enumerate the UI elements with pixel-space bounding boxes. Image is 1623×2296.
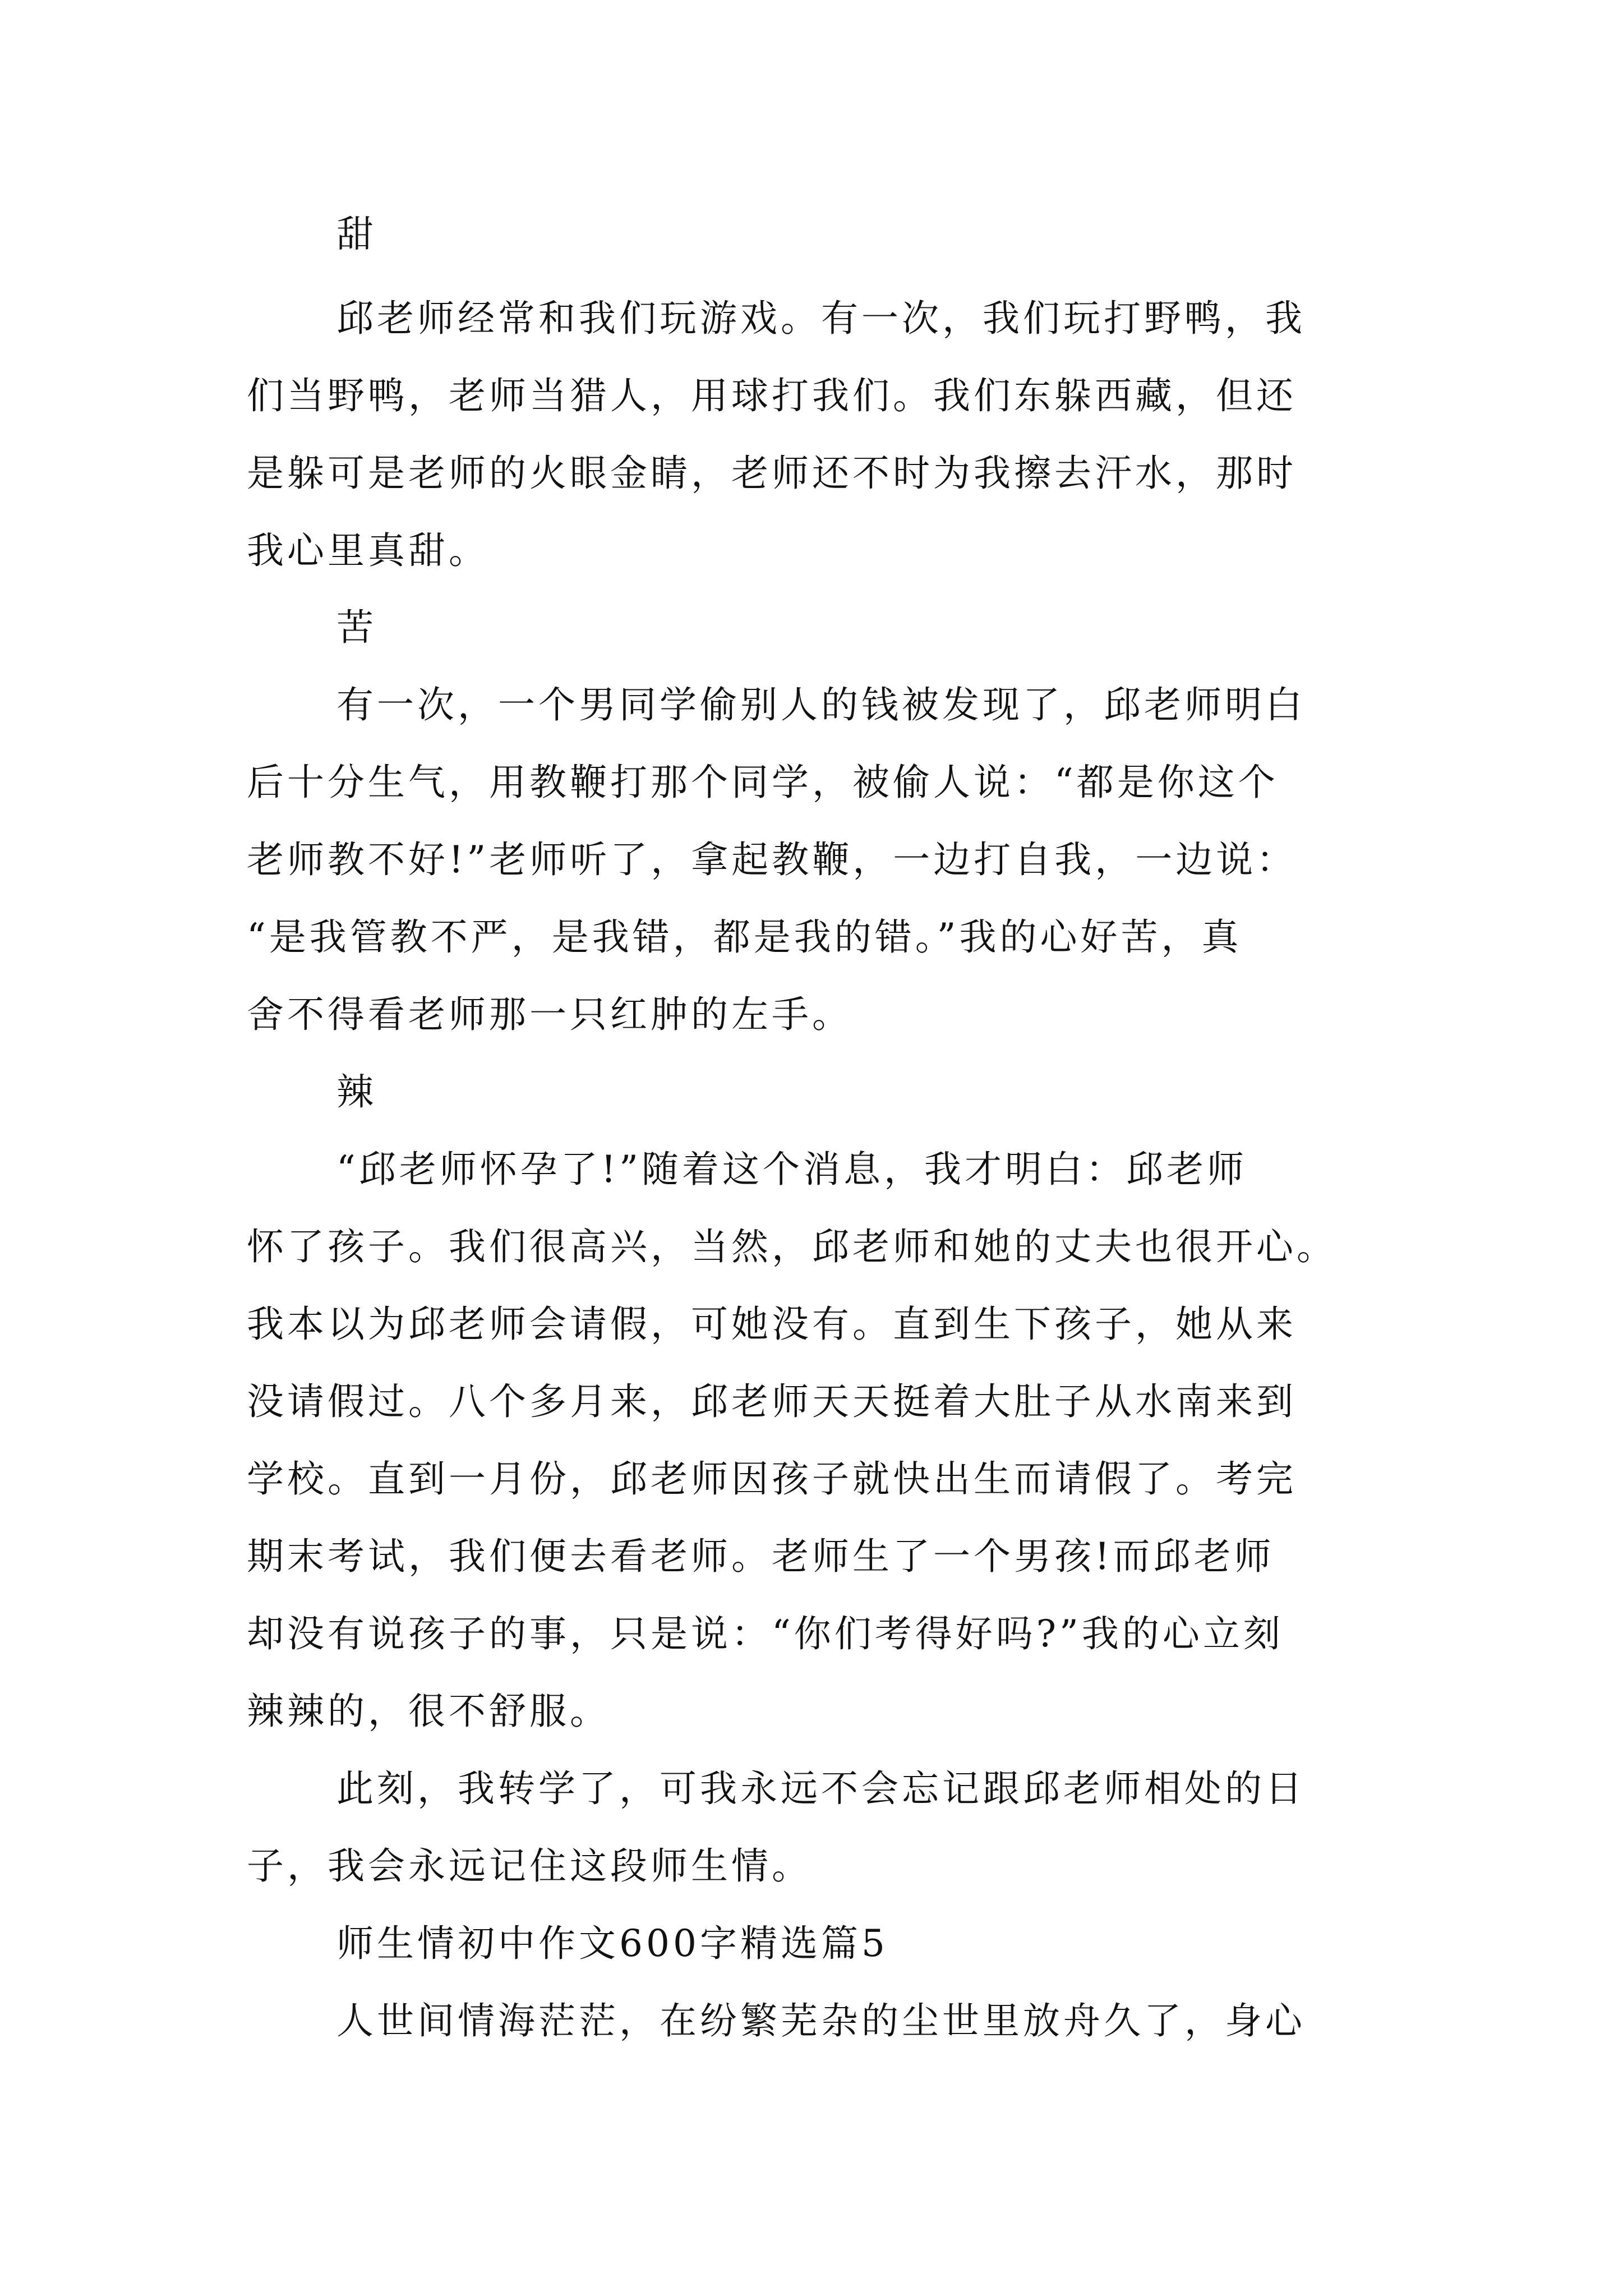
paragraph-line: 却没有说孩子的事，只是说：“你们考得好吗?”我的心立刻	[247, 1612, 1284, 1655]
section-heading-spicy: 辣	[336, 1070, 377, 1114]
article-title: 师生情初中作文600字精选篇5	[336, 1922, 888, 1965]
paragraph-line: 此刻，我转学了，可我永远不会忘记跟邱老师相处的日	[336, 1767, 1306, 1810]
paragraph-line: 我心里真甜。	[247, 529, 489, 572]
paragraph-line: 邱老师经常和我们玩游戏。有一次，我们玩打野鸭，我	[336, 297, 1306, 340]
paragraph-line: 子，我会永远记住这段师生情。	[247, 1844, 812, 1888]
paragraph-line: 们当野鸭，老师当猎人，用球打我们。我们东躲西藏，但还	[247, 374, 1297, 417]
paragraph-line: 老师教不好!”老师听了，拿起教鞭，一边打自我，一边说：	[247, 838, 1297, 881]
section-heading-bitter: 苦	[336, 606, 377, 649]
paragraph-line: 后十分生气，用教鞭打那个同学，被偷人说：“都是你这个	[247, 761, 1279, 804]
paragraph-line: “邱老师怀孕了!”随着这个消息，我才明白：邱老师	[336, 1148, 1248, 1191]
paragraph-line: 有一次，一个男同学偷别人的钱被发现了，邱老师明白	[336, 683, 1306, 726]
paragraph-line: 人世间情海茫茫，在纷繁芜杂的尘世里放舟久了，身心	[336, 1999, 1306, 2042]
paragraph-line: 期末考试，我们便去看老师。老师生了一个男孩!而邱老师	[247, 1535, 1275, 1578]
paragraph-line: 学校。直到一月份，邱老师因孩子就快出生而请假了。考完	[247, 1457, 1297, 1501]
paragraph-line: 是躲可是老师的火眼金睛，老师还不时为我擦去汗水，那时	[247, 452, 1297, 495]
paragraph-line: 怀了孩子。我们很高兴，当然，邱老师和她的丈夫也很开心。	[247, 1225, 1337, 1268]
paragraph-line: 我本以为邱老师会请假，可她没有。直到生下孩子，她从来	[247, 1303, 1297, 1346]
paragraph-line: “是我管教不严，是我错，都是我的错。”我的心好苦，真	[247, 915, 1242, 959]
paragraph-line: 没请假过。八个多月来，邱老师天天挺着大肚子从水南来到	[247, 1380, 1297, 1423]
paragraph-line: 辣辣的，很不舒服。	[247, 1690, 610, 1733]
paragraph-line: 舍不得看老师那一只红肿的左手。	[247, 993, 852, 1036]
section-heading-sweet: 甜	[336, 213, 377, 256]
